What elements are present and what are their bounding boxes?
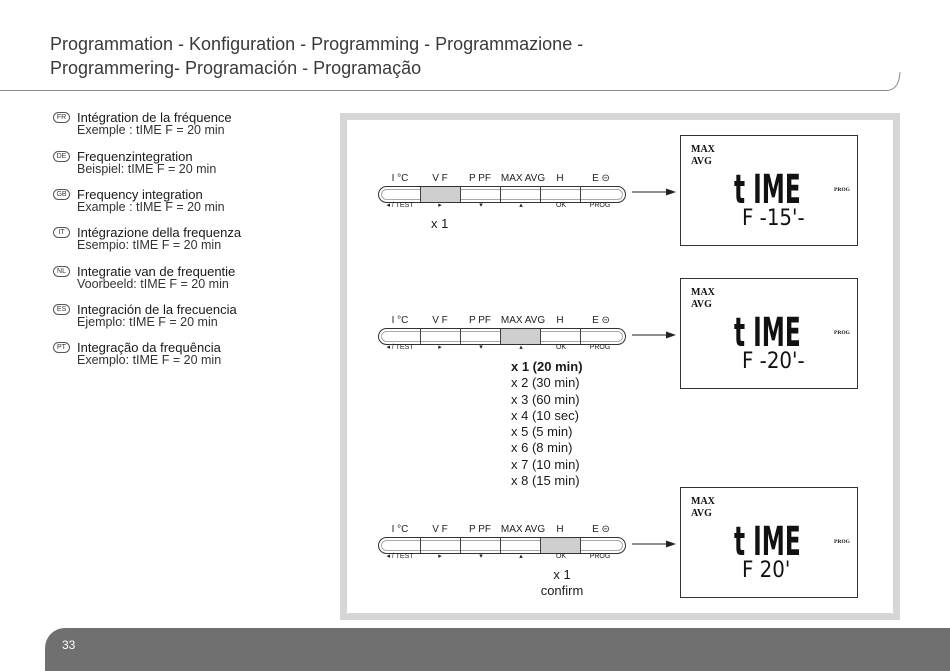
- switch-label-off: E ⊝: [592, 315, 610, 326]
- option-item: x 8 (15 min): [511, 473, 580, 489]
- lang-badge: NL: [53, 266, 70, 277]
- lcd-main-readout: t IME: [734, 310, 801, 356]
- lang-title: Integración de la frecuencia: [77, 302, 237, 317]
- lang-badge: IT: [53, 227, 70, 238]
- lang-block-nl: [53, 265, 323, 293]
- lcd-display-step-2: [680, 278, 858, 389]
- lang-example: Beispiel: tIME F = 20 min: [77, 162, 217, 176]
- option-item: x 7 (10 min): [511, 456, 580, 472]
- lang-block-es: [53, 303, 323, 331]
- switch-segment: [460, 329, 501, 344]
- lang-example: Esempio: tIME F = 20 min: [77, 238, 222, 252]
- switch-segment: [540, 329, 581, 344]
- option-item: x 5 (5 min): [511, 424, 573, 440]
- lang-badge: DE: [53, 151, 70, 162]
- switch-key-down: ▾: [479, 344, 483, 351]
- switch-bar: [378, 537, 626, 554]
- switch-key-left-test: ◂ / TEST: [386, 553, 414, 560]
- switch-key-up: ▴: [519, 344, 523, 351]
- lang-title: Integração da frequência: [77, 340, 221, 355]
- switch-segment: [500, 187, 541, 202]
- switch-segment: [580, 187, 626, 202]
- switch-key-ok: OK: [555, 344, 567, 351]
- lang-block-it: [53, 226, 323, 254]
- lang-block-de: [53, 150, 323, 178]
- lang-example: Example : tIME F = 20 min: [77, 200, 225, 214]
- switch-label-hold: H: [556, 173, 564, 184]
- switch-segment: [580, 538, 626, 553]
- header-rule: [0, 0, 950, 100]
- lcd-secondary-readout: F -20'-: [742, 349, 805, 374]
- lang-example: Exemplo: tIME F = 20 min: [77, 353, 222, 367]
- lcd-secondary-readout: F 20': [742, 558, 791, 583]
- lcd-mode-indicator: [691, 144, 715, 168]
- switch-segment: [460, 187, 501, 202]
- lang-title: Integratie van de frequentie: [77, 264, 236, 279]
- step-3-press-count: x 1: [553, 567, 571, 582]
- switch-key-left-test: ◂ / TEST: [386, 344, 414, 351]
- lcd-max-label: MAX: [691, 144, 715, 155]
- switch-key-right: ▸: [438, 553, 442, 560]
- option-item: x 6 (8 min): [511, 440, 573, 456]
- switch-label-max-avg: MAX AVG: [500, 173, 546, 184]
- option-item: x 1 (20 min): [511, 359, 583, 374]
- switch-segment-selected: [500, 329, 541, 344]
- rotary-switch-step-1: [378, 172, 626, 212]
- switch-segment: [500, 538, 541, 553]
- switch-key-prog: PROG: [589, 344, 611, 351]
- switch-key-right: ▸: [438, 202, 442, 209]
- switch-key-up: ▴: [519, 553, 523, 560]
- rotary-switch-step-3: [378, 523, 626, 563]
- lang-title: Frequency integration: [77, 187, 203, 202]
- right-arrow-icon: [632, 330, 676, 340]
- page-title-line-1: Programmation - Konfiguration - Programming - Programmazione -: [50, 34, 584, 54]
- lang-example: Ejemplo: tIME F = 20 min: [77, 315, 218, 329]
- lcd-max-label: MAX: [691, 287, 715, 298]
- lang-badge: ES: [53, 304, 70, 315]
- right-arrow-icon: [632, 539, 676, 549]
- switch-key-left-test: ◂ / TEST: [386, 202, 414, 209]
- switch-bar: [378, 186, 626, 203]
- switch-key-down: ▾: [479, 553, 483, 560]
- switch-segment: [580, 329, 626, 344]
- lcd-prog-indicator: PROG: [834, 539, 850, 545]
- step-3-instruction: [522, 567, 602, 599]
- lcd-avg-label: AVG: [691, 299, 712, 310]
- lcd-secondary-readout: F -15'-: [742, 206, 805, 231]
- switch-label-hold: H: [556, 315, 564, 326]
- switch-label-temperature: I °C: [391, 315, 409, 326]
- switch-label-max-avg: MAX AVG: [500, 315, 546, 326]
- switch-label-temperature: I °C: [391, 173, 409, 184]
- page-number: 33: [62, 638, 76, 652]
- lang-block-fr: [53, 111, 323, 139]
- right-arrow-icon: [632, 187, 676, 197]
- switch-label-temperature: I °C: [391, 524, 409, 535]
- lang-block-pt: [53, 341, 323, 369]
- switch-key-ok: OK: [555, 553, 567, 560]
- lang-title: Intégration de la fréquence: [77, 110, 232, 125]
- switch-segment: [379, 538, 420, 553]
- lang-badge: GB: [53, 189, 70, 200]
- lcd-max-label: MAX: [691, 496, 715, 507]
- switch-key-prog: PROG: [589, 553, 611, 560]
- rotary-switch-step-2: [378, 314, 626, 354]
- switch-label-off: E ⊝: [592, 524, 610, 535]
- footer-bar: [45, 628, 950, 671]
- lang-block-gb: [53, 188, 323, 216]
- switch-label-off: E ⊝: [592, 173, 610, 184]
- switch-label-pressure: P PF: [468, 524, 492, 535]
- lcd-avg-label: AVG: [691, 508, 712, 519]
- lcd-mode-indicator: [691, 496, 715, 520]
- lang-title: Intégrazione della frequenza: [77, 225, 242, 240]
- switch-label-voltage-frequency: V F: [432, 524, 448, 535]
- switch-segment: [420, 538, 461, 553]
- lcd-display-step-3: [680, 487, 858, 598]
- lcd-display-step-1: [680, 135, 858, 246]
- switch-segment-selected: [420, 187, 461, 202]
- switch-label-pressure: P PF: [468, 315, 492, 326]
- switch-label-hold: H: [556, 524, 564, 535]
- switch-key-ok: OK: [555, 202, 567, 209]
- lang-badge: FR: [53, 112, 70, 123]
- switch-segment: [379, 329, 420, 344]
- switch-segment: [379, 187, 420, 202]
- switch-key-up: ▴: [519, 202, 523, 209]
- lcd-mode-indicator: [691, 287, 715, 311]
- page-title-line-2: Programmering- Programación - Programação: [50, 58, 422, 78]
- switch-key-right: ▸: [438, 344, 442, 351]
- switch-key-down: ▾: [479, 202, 483, 209]
- switch-segment: [460, 538, 501, 553]
- option-item: x 4 (10 sec): [511, 407, 579, 423]
- switch-segment-selected: [540, 538, 581, 553]
- switch-label-pressure: P PF: [468, 173, 492, 184]
- lcd-main-readout: t IME: [734, 167, 801, 213]
- step-3-confirm-label: confirm: [540, 583, 584, 598]
- switch-label-voltage-frequency: V F: [432, 315, 448, 326]
- switch-segment: [540, 187, 581, 202]
- press-options-list: [511, 359, 583, 489]
- lcd-avg-label: AVG: [691, 156, 712, 167]
- switch-label-max-avg: MAX AVG: [500, 524, 546, 535]
- lang-title: Frequenzintegration: [77, 149, 193, 164]
- option-item: x 2 (30 min): [511, 375, 580, 391]
- switch-label-voltage-frequency: V F: [432, 173, 448, 184]
- lcd-prog-indicator: PROG: [834, 187, 850, 193]
- step-1-press-count: x 1: [431, 216, 449, 231]
- lcd-main-readout: t IME: [734, 519, 801, 565]
- switch-segment: [420, 329, 461, 344]
- lcd-prog-indicator: PROG: [834, 330, 850, 336]
- lang-example: Exemple : tIME F = 20 min: [77, 123, 225, 137]
- switch-bar: [378, 328, 626, 345]
- switch-key-prog: PROG: [589, 202, 611, 209]
- lang-badge: PT: [53, 342, 70, 353]
- lang-example: Voorbeeld: tIME F = 20 min: [77, 277, 229, 291]
- option-item: x 3 (60 min): [511, 391, 580, 407]
